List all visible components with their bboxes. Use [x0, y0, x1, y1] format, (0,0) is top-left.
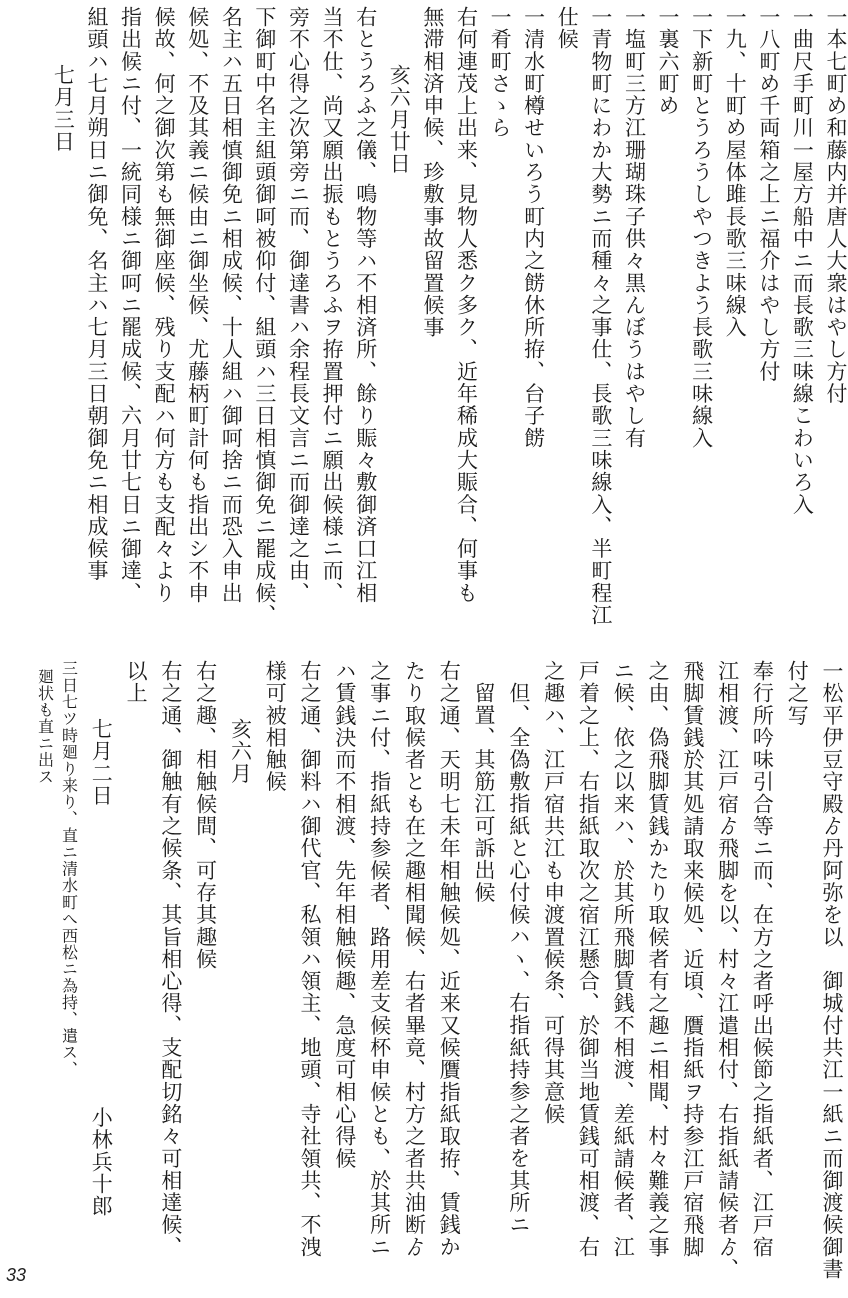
text-column: [745, 6, 779, 383]
column-text: 亥六月廿日: [387, 64, 412, 175]
text-column: [598, 660, 636, 1259]
text-column: [712, 6, 746, 338]
text-column: [208, 6, 242, 604]
text-column: [738, 660, 773, 1258]
text-column: [807, 660, 842, 1280]
column-text: たり取候者とも在之趣相聞候、右者畢竟、村方之者共油断ゟ: [402, 660, 427, 1259]
column-text: 之事ニ付、指紙持参候者、路用差支候杯申候とも、於其所ニ: [367, 660, 392, 1259]
text-column: [611, 6, 645, 449]
text-column: [644, 6, 681, 117]
text-column: [181, 660, 216, 970]
text-column: [309, 6, 343, 604]
text-column: [141, 6, 175, 604]
text-column: [250, 660, 288, 793]
column-text: 一清水町樽せいろう町内之餝休所拵、台子餝: [521, 6, 546, 449]
signature-name: 小林兵十郎: [89, 1106, 114, 1218]
text-column: [73, 6, 107, 582]
column-text: 戸着之上、右指紙取次之宿江懸合、於御当地賃銭可相渡、右: [576, 660, 601, 1259]
text-column: [494, 660, 529, 1236]
text-column: [529, 660, 564, 1125]
column-text: 下御町中名主組頭御呵被仰付、組頭ハ三日相慎御免ニ罷成候、: [252, 6, 277, 627]
column-text: 右之通、御料ハ御代官、私領ハ領主、地頭、寺社領共、不洩: [298, 660, 323, 1259]
text-column: [409, 6, 443, 338]
text-column: [577, 6, 611, 626]
column-text: 留置、其筋江可訴出候: [472, 682, 497, 904]
text-column: [510, 6, 544, 449]
text-column: [320, 660, 355, 1169]
text-column: [678, 6, 712, 449]
column-text: 右之通、御触有之候条、其旨相心得、支配切銘々可相達候、: [158, 660, 183, 1259]
column-text: 一塩町三方江珊瑚珠子供々黒んぼうはやし有: [622, 6, 647, 449]
column-text: 右之通、天明七未年相触候処、近来又候贋指紙取拵、賃銭か: [437, 660, 462, 1259]
column-text: 一肴町さゝら: [488, 6, 513, 139]
column-text: 仕候: [555, 6, 580, 51]
column-text: 一曲尺手町川一屋方船中ニ而長歌三味線こわいろ入: [790, 6, 815, 516]
column-text: 一本七町め和藤内并唐人大衆はやし方付: [824, 6, 848, 405]
text-column: [146, 660, 181, 1258]
column-text: 以上: [124, 660, 149, 705]
text-column: [390, 660, 425, 1258]
column-text: 一裏六町め: [656, 6, 681, 117]
column-text: 組頭ハ七月朔日ニ御免、名主ハ七月三日朝御免ニ相成候事: [84, 6, 109, 582]
text-column: [376, 6, 410, 175]
text-column: [355, 660, 390, 1258]
column-text: 一八町め千両箱之上ニ福介はやし方付: [756, 6, 781, 383]
text-column: [111, 660, 149, 705]
column-text: 付之写: [785, 660, 810, 727]
column-text: 候処、不及其義ニ候由ニ御坐候、尤藤柄町計何も指出シ不申: [185, 6, 210, 605]
text-column: [772, 660, 810, 727]
column-text: 之趣ハ、江戸宿共江も申渡置候条、可得其意候: [541, 660, 566, 1126]
column-text: 七月二日: [89, 718, 114, 807]
column-text: 無滞相済申候、珍敷事故留置候事: [420, 6, 445, 339]
column-text: 一松平伊豆守殿ゟ丹阿弥を以 御城付共江一紙ニ而御渡候御書: [820, 660, 844, 1281]
text-column: [424, 660, 462, 1259]
text-column: [443, 6, 477, 604]
text-column: [564, 660, 599, 1258]
text-column: [668, 660, 703, 1258]
text-column: [633, 660, 671, 1259]
text-column: [342, 6, 376, 604]
column-text: 候故、何之御次第も無御座候、残り支配ハ何方も支配々より: [152, 6, 177, 605]
column-text: 右何連茂上出来、見物人悉ク多ク、近年稀成大賑合、何事も: [454, 6, 479, 605]
text-column: [52, 660, 79, 1078]
column-text: 名主ハ五日相慎御免ニ相成候、十人組ハ御呵捨ニ而恐入申出: [219, 6, 244, 605]
column-text: 旁不心得之次第旁ニ而、御達書ハ余程長文言ニ而御達之由、: [286, 6, 311, 605]
column-text: 飛脚賃銭於其処請取来候処、近頃、贋指紙ヲ持参江戸宿飛脚: [680, 660, 705, 1259]
text-column: [107, 6, 141, 604]
column-text: 江相渡、江戸宿ゟ飛脚を以、村々江遣相付、右指紙請候者ゟ、: [715, 660, 740, 1281]
column-text: 当不仕、尚又願出振もとうろふヲ拵置押付ニ願出候様ニ而、: [320, 6, 345, 605]
text-column: [216, 660, 251, 784]
text-column: [76, 660, 114, 1218]
column-text: 一九、十町め屋体雎長歌三味線入: [723, 6, 748, 339]
text-column: [459, 660, 497, 904]
column-text: 右とうろふ之儀、鳴物等ハ不相済所、餘り賑々敷御済口江相: [353, 6, 378, 605]
text-column: [812, 6, 846, 405]
text-column: [275, 6, 309, 604]
column-text: 右之趣、相触候間、可存其趣候: [193, 660, 218, 971]
column-text: 三日七ツ時廻り来り、直ニ清水町へ西松ニ為持、遣ス、: [59, 660, 79, 1078]
text-column: [779, 6, 813, 515]
text-column: [285, 660, 323, 1259]
text-column: [703, 660, 738, 1280]
text-column: [241, 6, 275, 626]
column-text: 廻状も直ニ出ス: [35, 668, 55, 785]
column-text: 之由、偽飛脚賃銭かたり取候者有之趣ニ相聞、村々難義之事: [646, 660, 671, 1259]
column-text: 七月三日: [51, 64, 76, 153]
top-text-block: [26, 6, 846, 646]
column-text: 但、全偽敷指紙と心付候ハヽ、右指紙持参之者を其所ニ: [506, 682, 531, 1236]
column-text: 様可被相触候: [263, 660, 288, 793]
column-text: 指出候ニ付、一統同様ニ御呵ニ罷成候、六月廿七日ニ御達、: [118, 6, 143, 605]
column-text: 一下新町とうろうしやつきよう長歌三味線入: [689, 6, 714, 449]
text-column: [174, 6, 208, 604]
column-text: 亥六月: [228, 718, 253, 785]
text-column: [544, 6, 578, 50]
text-column: [476, 6, 513, 139]
column-text: 一青物町にわか大勢ニ而種々之事仕、長歌三味線入、半町程江: [588, 6, 613, 627]
text-column: [28, 660, 55, 785]
text-column: [40, 6, 74, 153]
column-text: ハ賃銭決而不相渡、先年相触候趣、急度可相心得候: [332, 660, 357, 1170]
column-text: 奉行所吟味引合等ニ而、在方之者呼出候節之指紙者、江戸宿: [750, 660, 775, 1259]
column-text: ニ候、依之以来ハ、於其所飛脚賃銭不相渡、差紙請候者、江: [611, 660, 636, 1259]
page-number: 33: [6, 1265, 27, 1285]
